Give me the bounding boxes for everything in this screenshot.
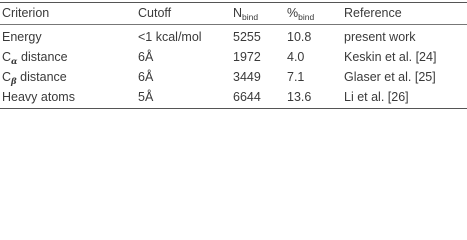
row-criterion [2,87,75,107]
row-criterion [2,67,67,87]
row-reference: Li et al. [26] [344,90,409,104]
header-pct-bind-sub: bind [298,12,315,22]
criterion-text: C [2,50,12,64]
header-cutoff-text: Cutoff [138,6,172,20]
row-reference: present work [344,30,416,44]
row-pct-bind: 7.1 [287,70,305,84]
table-row [0,47,467,67]
criterion-sub: β [11,77,17,87]
row-cutoff: 5Å [138,90,154,104]
row-n-bind: 1972 [233,50,261,64]
criterion-sub: α [11,57,18,67]
table-header-rule [0,24,467,25]
row-n-bind: 5255 [233,30,261,44]
header-reference-text: Reference [344,6,402,20]
header-pct-bind [287,3,314,23]
criterion-text: Energy [2,30,42,44]
row-criterion [2,27,42,47]
header-criterion [2,3,49,23]
row-reference: Glaser et al. [25] [344,70,436,84]
row-pct-bind: 13.6 [287,90,312,104]
table-row [0,67,467,87]
row-cutoff: 6Å [138,70,154,84]
table-row [0,27,467,47]
header-n-bind-sub: bind [242,12,259,22]
criterion-text: Heavy atoms [2,90,75,104]
row-criterion [2,47,68,67]
table-row [0,87,467,107]
criteria-table [0,2,467,109]
header-cutoff [138,3,171,23]
header-n-bind-text: N [233,6,243,20]
row-pct-bind: 10.8 [287,30,312,44]
table-header-row [0,3,467,24]
criterion-text: C [2,70,12,84]
row-reference: Keskin et al. [24] [344,50,437,64]
row-n-bind: 6644 [233,90,261,104]
row-pct-bind: 4.0 [287,50,305,64]
row-n-bind: 3449 [233,70,261,84]
header-pct-bind-text: % [287,6,299,20]
header-n-bind [233,3,258,23]
table-body [0,27,467,107]
header-reference [344,3,402,23]
table-bottom-rule [0,108,467,109]
header-criterion-text: Criterion [2,6,50,20]
row-cutoff: 6Å [138,50,154,64]
row-cutoff: <1 kcal/mol [138,30,202,44]
criterion-suffix: distance [16,70,67,84]
criterion-suffix: distance [17,50,68,64]
